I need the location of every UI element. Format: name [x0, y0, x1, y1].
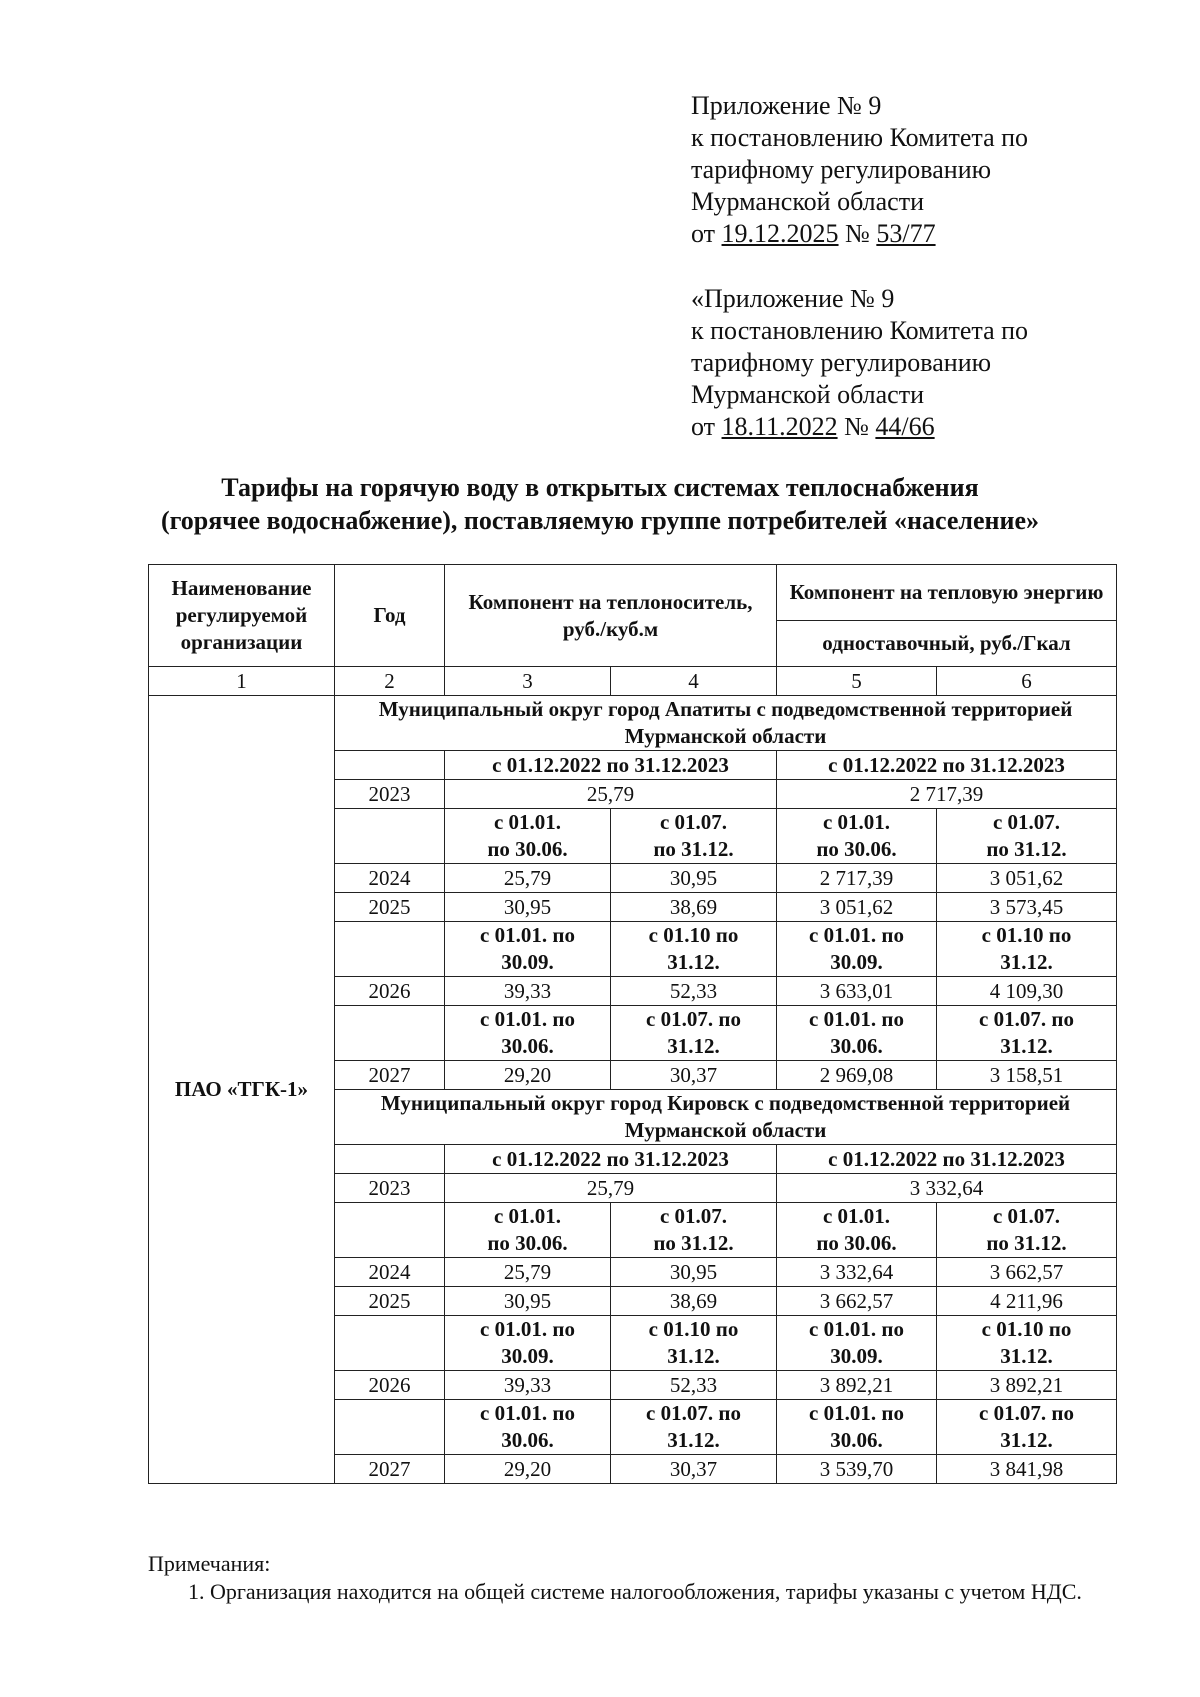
appendix-number: 44/66 [875, 412, 935, 441]
period-label: с 01.12.2022 по 31.12.2023 [445, 751, 777, 780]
appendix-line: Приложение № 9 [691, 91, 882, 120]
period-to: 30.09. [830, 950, 883, 974]
municipality-kirovsk: Муниципальный округ город Кировск с подведомственной территорией Мурманской области [335, 1090, 1117, 1145]
period-label [777, 1006, 937, 1061]
column-number: 6 [937, 667, 1117, 696]
period-to: 31.12. [667, 1344, 720, 1368]
value-cell: 3 573,45 [937, 893, 1117, 922]
value-cell: 30,95 [611, 864, 777, 893]
value-cell: 52,33 [611, 1371, 777, 1400]
period-to: 30.06. [501, 1034, 554, 1058]
period-to: 30.09. [501, 950, 554, 974]
value-cell: 39,33 [445, 977, 611, 1006]
period-from: с 01.01. [493, 810, 562, 834]
period-from: с 01.07. [659, 810, 728, 834]
period-from: с 01.01. [822, 810, 891, 834]
value-cell: 38,69 [611, 1287, 777, 1316]
value-cell: 25,79 [445, 1258, 611, 1287]
empty-cell [335, 751, 445, 780]
period-to: 31.12. [667, 1428, 720, 1452]
period-label [937, 1316, 1117, 1371]
column-number: 2 [335, 667, 445, 696]
period-from: с 01.01. по [809, 1317, 904, 1341]
period-from: с 01.10 по [981, 923, 1072, 947]
carrier-value: 25,79 [445, 780, 777, 809]
appendix-line: к постановлению Комитета по [691, 316, 1029, 345]
appendix-number: 53/77 [876, 219, 936, 248]
header-year: Год [335, 565, 445, 667]
year-cell: 2027 [335, 1061, 445, 1090]
period-to: по 31.12. [986, 1231, 1067, 1255]
appendix-line: «Приложение № 9 [691, 284, 895, 313]
period-to: по 30.06. [487, 837, 568, 861]
period-to: 31.12. [667, 950, 720, 974]
value-cell: 4 211,96 [937, 1287, 1117, 1316]
value-cell: 2 717,39 [777, 864, 937, 893]
period-to: по 30.06. [816, 1231, 897, 1255]
period-label [937, 1006, 1117, 1061]
period-label [445, 1006, 611, 1061]
appendix-prefix: от [691, 412, 716, 441]
period-from: с 01.01. по [480, 923, 575, 947]
empty-cell [335, 922, 445, 977]
energy-value: 3 332,64 [777, 1174, 1117, 1203]
empty-cell [335, 809, 445, 864]
period-label [777, 1400, 937, 1455]
year-cell: 2027 [335, 1455, 445, 1484]
empty-cell [335, 1400, 445, 1455]
value-cell: 3 158,51 [937, 1061, 1117, 1090]
appendix-line: к постановлению Комитета по [691, 123, 1029, 152]
period-from: с 01.01. по [480, 1401, 575, 1425]
period-from: с 01.07. [992, 810, 1061, 834]
value-cell: 2 969,08 [777, 1061, 937, 1090]
period-label [777, 922, 937, 977]
header-energy-sub: одноставочный, руб./Гкал [777, 621, 1117, 667]
value-cell: 30,37 [611, 1061, 777, 1090]
year-cell: 2025 [335, 1287, 445, 1316]
period-from: с 01.01. по [809, 1401, 904, 1425]
period-label: с 01.12.2022 по 31.12.2023 [445, 1145, 777, 1174]
period-from: с 01.10 по [648, 1317, 739, 1341]
period-from: с 01.07. по [646, 1401, 741, 1425]
value-cell: 29,20 [445, 1455, 611, 1484]
period-from: с 01.01. по [480, 1007, 575, 1031]
title-line: (горячее водоснабжение), поставляемую группе потребителей «население» [160, 506, 1040, 535]
header-org: Наименование регулируемой организации [149, 565, 335, 667]
appendix-prefix: от [691, 219, 716, 248]
appendix-header-original [691, 283, 1171, 443]
period-to: 31.12. [1000, 1344, 1053, 1368]
header-carrier: Компонент на теплоноситель, руб./куб.м [445, 565, 777, 667]
year-cell: 2026 [335, 977, 445, 1006]
period-from: с 01.01. по [480, 1317, 575, 1341]
value-cell: 39,33 [445, 1371, 611, 1400]
value-cell: 3 892,21 [777, 1371, 937, 1400]
value-cell: 3 841,98 [937, 1455, 1117, 1484]
value-cell: 29,20 [445, 1061, 611, 1090]
empty-cell [335, 1006, 445, 1061]
value-cell: 3 332,64 [777, 1258, 937, 1287]
appendix-line: тарифному регулированию [691, 155, 992, 184]
appendix-date-line [691, 411, 1171, 443]
year-cell: 2023 [335, 1174, 445, 1203]
notes-section [148, 1550, 1116, 1606]
value-cell: 30,95 [445, 1287, 611, 1316]
period-label [611, 1400, 777, 1455]
value-cell: 30,95 [611, 1258, 777, 1287]
period-from: с 01.01. [822, 1204, 891, 1228]
period-label [611, 922, 777, 977]
period-label [777, 1203, 937, 1258]
period-label [611, 809, 777, 864]
column-number: 3 [445, 667, 611, 696]
appendix-line: Мурманской области [691, 187, 924, 216]
appendix-date: 19.12.2025 [721, 219, 839, 248]
notes-heading: Примечания: [148, 1551, 271, 1576]
period-label [445, 1400, 611, 1455]
period-to: по 31.12. [653, 837, 734, 861]
carrier-value: 25,79 [445, 1174, 777, 1203]
empty-cell [335, 1145, 445, 1174]
period-to: по 31.12. [653, 1231, 734, 1255]
year-cell: 2024 [335, 1258, 445, 1287]
column-number: 5 [777, 667, 937, 696]
period-to: 30.06. [501, 1428, 554, 1452]
value-cell: 25,79 [445, 864, 611, 893]
year-cell: 2024 [335, 864, 445, 893]
year-cell: 2025 [335, 893, 445, 922]
value-cell: 3 051,62 [777, 893, 937, 922]
period-label [445, 922, 611, 977]
period-label [937, 809, 1117, 864]
period-to: 31.12. [1000, 1034, 1053, 1058]
period-from: с 01.01. [493, 1204, 562, 1228]
value-cell: 4 109,30 [937, 977, 1117, 1006]
period-label [937, 922, 1117, 977]
value-cell: 3 539,70 [777, 1455, 937, 1484]
period-from: с 01.01. по [809, 1007, 904, 1031]
note-item: 1. Организация находится на общей системе налогообложения, тарифы указаны с учетом НДС. [188, 1579, 1082, 1604]
empty-cell [335, 1316, 445, 1371]
period-label [611, 1316, 777, 1371]
tariff-table [148, 564, 1117, 1484]
value-cell: 30,95 [445, 893, 611, 922]
empty-cell [335, 1203, 445, 1258]
period-label [611, 1203, 777, 1258]
year-cell: 2026 [335, 1371, 445, 1400]
appendix-line: тарифному регулированию [691, 348, 992, 377]
period-label [777, 809, 937, 864]
number-sign: № [844, 412, 869, 441]
value-cell: 3 051,62 [937, 864, 1117, 893]
value-cell: 3 662,57 [937, 1258, 1117, 1287]
column-number: 1 [149, 667, 335, 696]
appendix-header-current [691, 90, 1171, 250]
period-label [445, 809, 611, 864]
value-cell: 3 633,01 [777, 977, 937, 1006]
period-from: с 01.07. [992, 1204, 1061, 1228]
period-label [937, 1203, 1117, 1258]
period-label [777, 1316, 937, 1371]
title-line: Тарифы на горячую воду в открытых системах теплоснабжения [221, 473, 979, 502]
period-from: с 01.07. по [646, 1007, 741, 1031]
header-energy: Компонент на тепловую энергию [777, 565, 1117, 621]
period-to: по 30.06. [816, 837, 897, 861]
appendix-date: 18.11.2022 [721, 412, 838, 441]
value-cell: 52,33 [611, 977, 777, 1006]
period-from: с 01.07. по [979, 1007, 1074, 1031]
municipality-apatity: Муниципальный округ город Апатиты с подведомственной территорией Мурманской области [335, 696, 1117, 751]
period-to: по 30.06. [487, 1231, 568, 1255]
period-to: по 31.12. [986, 837, 1067, 861]
period-to: 31.12. [667, 1034, 720, 1058]
period-to: 30.09. [830, 1344, 883, 1368]
period-to: 31.12. [1000, 1428, 1053, 1452]
value-cell: 38,69 [611, 893, 777, 922]
value-cell: 30,37 [611, 1455, 777, 1484]
value-cell: 3 662,57 [777, 1287, 937, 1316]
appendix-line: Мурманской области [691, 380, 924, 409]
period-label: с 01.12.2022 по 31.12.2023 [777, 1145, 1117, 1174]
number-sign: № [845, 219, 870, 248]
column-number: 4 [611, 667, 777, 696]
period-label: с 01.12.2022 по 31.12.2023 [777, 751, 1117, 780]
period-to: 30.06. [830, 1428, 883, 1452]
period-from: с 01.07. по [979, 1401, 1074, 1425]
period-from: с 01.10 по [981, 1317, 1072, 1341]
year-cell: 2023 [335, 780, 445, 809]
appendix-date-line [691, 218, 1171, 250]
period-to: 30.06. [830, 1034, 883, 1058]
period-from: с 01.07. [659, 1204, 728, 1228]
period-from: с 01.10 по [648, 923, 739, 947]
period-label [937, 1400, 1117, 1455]
period-label [445, 1316, 611, 1371]
period-to: 30.09. [501, 1344, 554, 1368]
organization-name: ПАО «ТГК-1» [149, 696, 335, 1484]
period-from: с 01.01. по [809, 923, 904, 947]
period-label [445, 1203, 611, 1258]
energy-value: 2 717,39 [777, 780, 1117, 809]
period-to: 31.12. [1000, 950, 1053, 974]
period-label [611, 1006, 777, 1061]
value-cell: 3 892,21 [937, 1371, 1117, 1400]
document-title [100, 471, 1100, 537]
